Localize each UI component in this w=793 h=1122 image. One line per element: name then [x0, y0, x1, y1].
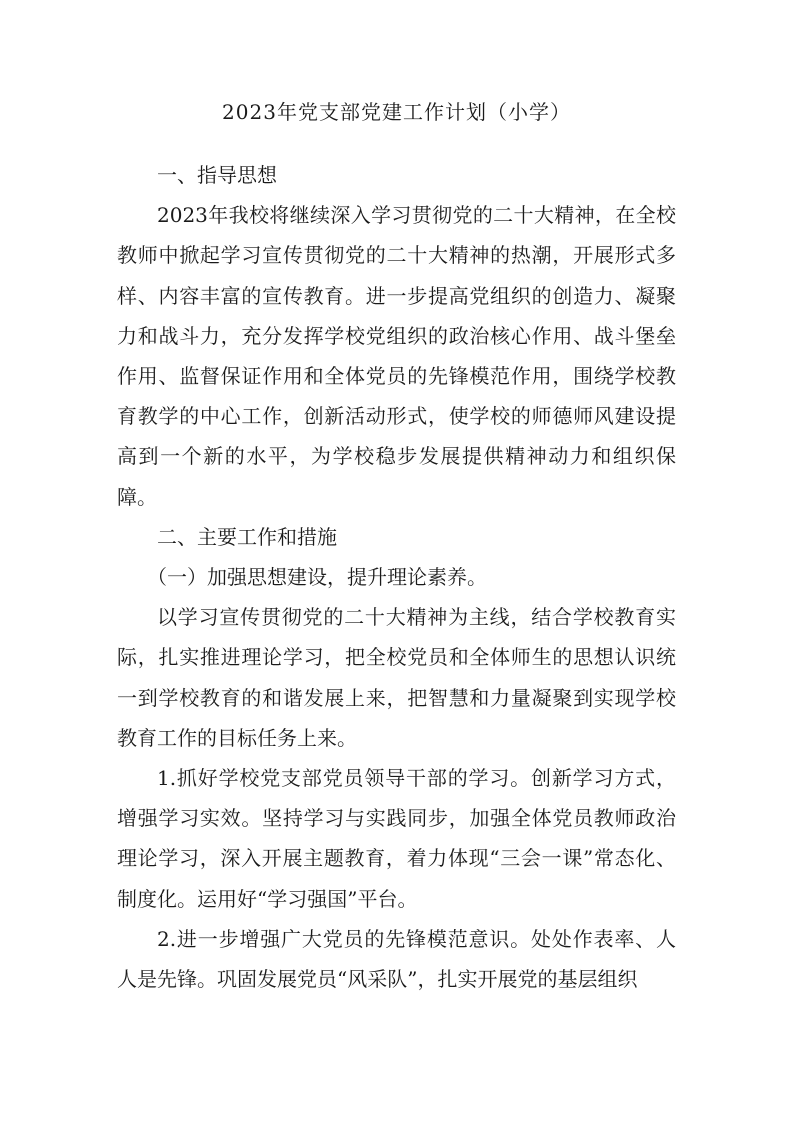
paragraph-item-2: 2.进一步增强广大党员的先锋模范意识。处处作表率、人人是先锋。巩固发展党员“风采队”，扎实开展党的基层组织 — [117, 926, 676, 992]
paragraph-item-1: 1.抓好学校党支部党员领导干部的学习。创新学习方式，增强学习实效。坚持学习与实践同步，加强全体党员教师政治理论学习，深入开展主题教育，着力体现“三会一课”常态化、制度化。运用好“学习强国”平台。 — [117, 766, 676, 911]
subsection-heading-ideological-building: （一）加强思想建设，提升理论素养。 — [147, 565, 487, 590]
section-heading-main-work: 二、主要工作和措施 — [157, 524, 337, 549]
paragraph-guiding-ideology: 2023年我校将继续深入学习贯彻党的二十大精神，在全校教师中掀起学习宣传贯彻党的二十大精神的热潮，开展形式多样、内容丰富的宣传教育。进一步提高党组织的创造力、凝聚力和战斗力，充分发挥学校党组织的政治核心作用、战斗堡垒作用、监督保证作用和全体党员的先锋模范作用，围绕学校教育教学的中心工作，创新活动形式，使学校的师德师风建设提高到一个新的水平，为学校稳步发展提供精神动力和组织保障。 — [117, 203, 676, 509]
document-body — [117, 155, 676, 999]
section-heading-guiding-ideology: 一、指导思想 — [157, 163, 277, 187]
paragraph-theory-study: 以学习宣传贯彻党的二十大精神为主线，结合学校教育实际，扎实推进理论学习，把全校党员和全体师生的思想认识统一到学校教育的和谐发展上来，把智慧和力量凝聚到实现学校教育工作的目标任务上来。 — [117, 605, 676, 750]
document-title: 2023年党支部党建工作计划（小学） — [222, 100, 571, 124]
